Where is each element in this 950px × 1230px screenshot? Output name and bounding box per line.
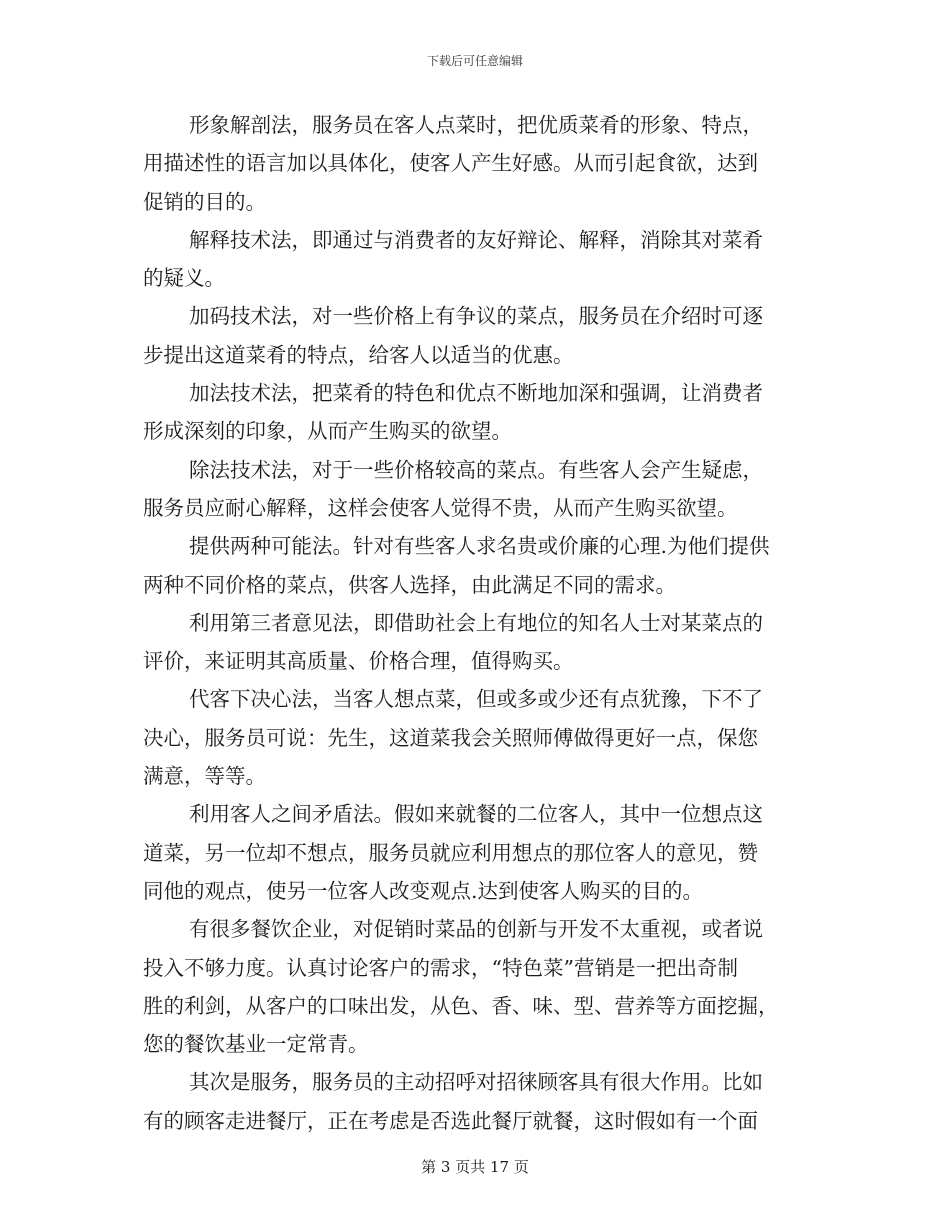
page-header: 下载后可任意编辑 xyxy=(426,54,523,68)
text-line: 两种不同价格的菜点，供客人选择，由此满足不同的需求。 xyxy=(143,572,676,597)
text-line: 利用客人之间矛盾法。假如来就餐的二位客人，其中一位想点这 xyxy=(189,802,763,827)
text-line: 的疑义。 xyxy=(143,266,225,291)
text-line: 代客下决心法，当客人想点菜，但或多或少还有点犹豫，下不了 xyxy=(189,687,763,712)
text-line: 道菜，另一位却不想点，服务员就应利用想点的那位客人的意见，赞 xyxy=(143,840,758,865)
text-line: 形成深刻的印象，从而产生购买的欲望。 xyxy=(143,419,512,444)
text-line: 提供两种可能法。针对有些客人求名贵或价廉的心理.为他们提供 xyxy=(189,534,770,559)
text-line: 有很多餐饮企业，对促销时菜品的创新与开发不太重视，或者说 xyxy=(189,917,763,942)
text-line: 用描述性的语言加以具体化，使客人产生好感。从而引起食欲，达到 xyxy=(143,151,758,176)
text-line: 加法技术法，把菜肴的特色和优点不断地加深和强调，让消费者 xyxy=(189,381,763,406)
text-line: 满意，等等。 xyxy=(143,764,266,789)
document-body xyxy=(143,106,813,1140)
text-line: 服务员应耐心解释，这样会使客人觉得不贵，从而产生购买欲望。 xyxy=(143,495,738,520)
text-line: 加码技术法，对一些价格上有争议的菜点，服务员在介绍时可逐 xyxy=(189,304,763,329)
text-line: 除法技术法，对于一些价格较高的菜点。有些客人会产生疑虑， xyxy=(189,457,763,482)
text-line: 解释技术法，即通过与消费者的友好辩论、解释，消除其对菜肴 xyxy=(189,227,763,252)
text-line: 有的顾客走进餐厅，正在考虑是否选此餐厅就餐，这时假如有一个面 xyxy=(143,1108,758,1133)
text-line: 利用第三者意见法，即借助社会上有地位的知名人士对某菜点的 xyxy=(189,610,763,635)
text-line: 步提出这道菜肴的特点，给客人以适当的优惠。 xyxy=(143,342,574,367)
page-number: 第 3 页共 17 页 xyxy=(421,1158,529,1176)
text-line: 促销的目的。 xyxy=(143,189,266,214)
text-line: 评价，来证明其高质量、价格合理，值得购买。 xyxy=(143,649,574,674)
text-line: 投入不够力度。认真讨论客户的需求，“特色菜”营销是一把出奇制 xyxy=(143,955,738,980)
text-line: 胜的利剑，从客户的口味出发，从色、香、味、型、营养等方面挖掘， xyxy=(143,993,779,1018)
text-line: 同他的观点，使另一位客人改变观点.达到使客人购买的目的。 xyxy=(143,878,704,903)
text-line: 您的餐饮基业一定常青。 xyxy=(143,1032,369,1057)
text-line: 决心，服务员可说：先生，这道菜我会关照师傅做得更好一点，保您 xyxy=(143,725,758,750)
text-line: 形象解剖法，服务员在客人点菜时，把优质菜肴的形象、特点， xyxy=(189,113,763,137)
text-line: 其次是服务，服务员的主动招呼对招徕顾客具有很大作用。比如 xyxy=(189,1070,763,1095)
